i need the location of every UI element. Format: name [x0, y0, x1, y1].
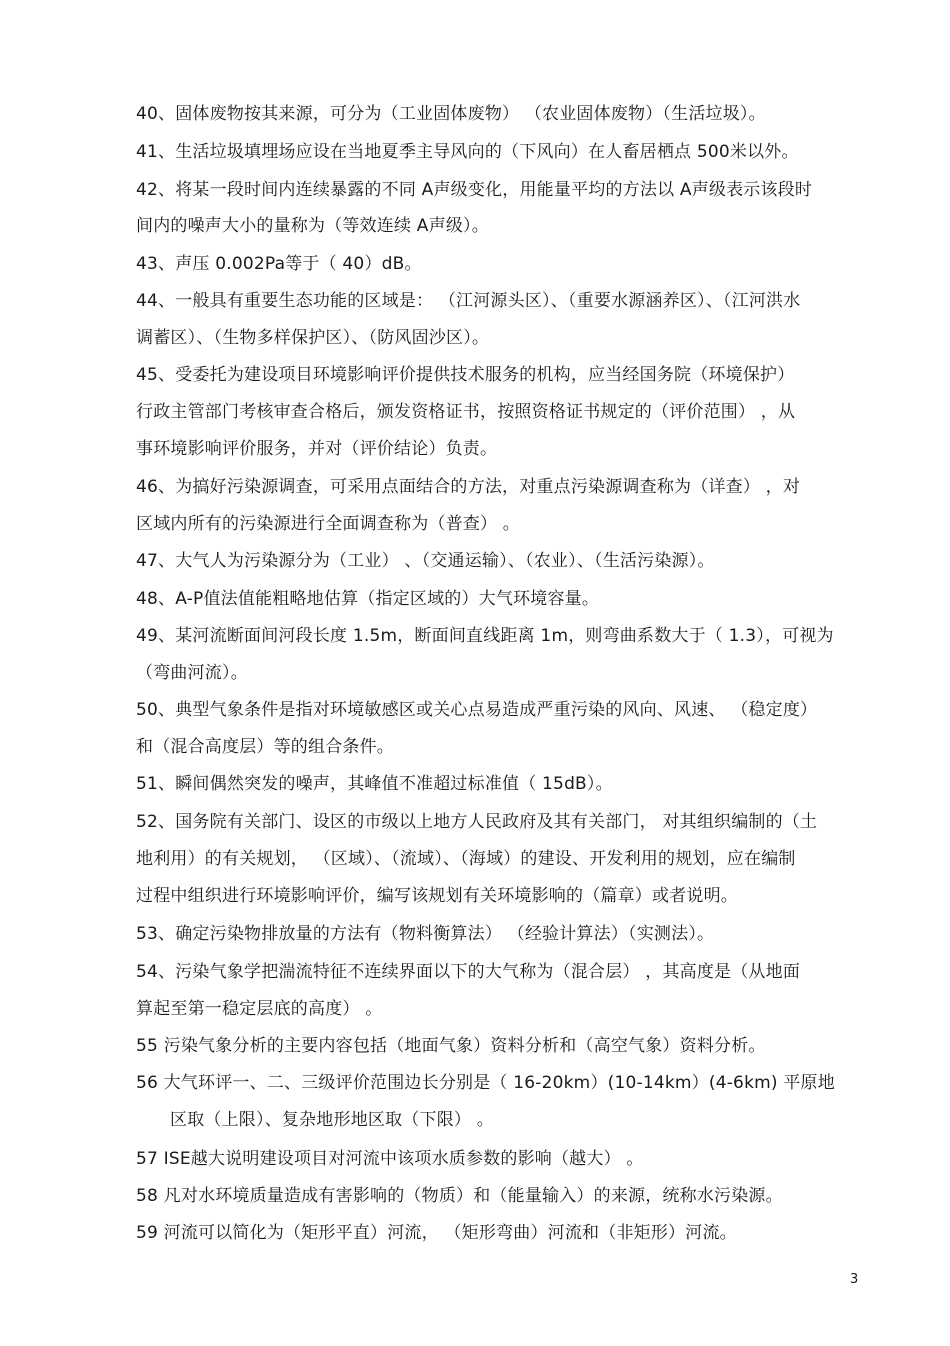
text-line: 59 河流可以简化为（矩形平直）河流， （矩形弯曲）河流和（非矩形）河流。: [136, 1223, 737, 1243]
text-line: 48、A-P值法值能粗略地估算（指定区域的）大气环境容量。: [136, 589, 600, 609]
text-line: 区取（上限）、复杂地形地区取（下限） 。: [170, 1110, 494, 1130]
text-line: 51、瞬间偶然突发的噪声，其峰值不准超过标准值（ 15dB）。: [136, 774, 613, 794]
text-line: 52、国务院有关部门、设区的市级以上地方人民政府及其有关部门， 对其组织编制的（土: [136, 812, 818, 832]
text-line: 53、确定污染物排放量的方法有（物料衡算法） （经验计算法）（实测法）。: [136, 924, 715, 944]
text-line: 54、污染气象学把湍流特征不连续界面以下的大气称为（混合层） ，其高度是（从地面: [136, 962, 801, 982]
text-line: 间内的噪声大小的量称为（等效连续 A声级）。: [136, 216, 489, 236]
text-line: 和（混合高度层）等的组合条件。: [136, 737, 394, 757]
text-line: 56 大气环评一、二、三级评价范围边长分别是（ 16-20km）(10-14km）(4-6km) 平原地: [136, 1073, 835, 1093]
text-line: 算起至第一稳定层底的高度） 。: [136, 999, 383, 1019]
text-line: 事环境影响评价服务，并对（评价结论）负责。: [136, 439, 498, 459]
text-line: 42、将某一段时间内连续暴露的不同 A声级变化，用能量平均的方法以 A声级表示该段时: [136, 180, 813, 200]
text-line: 行政主管部门考核审查合格后，颁发资格证书，按照资格证书规定的（评价范围） ，从: [136, 402, 796, 422]
text-line: 调蓄区）、（生物多样保护区）、（防风固沙区）。: [136, 328, 490, 348]
text-line: 40、固体废物按其来源，可分为（工业固体废物） （农业固体废物）（生活垃圾）。: [136, 104, 766, 124]
text-line: 地利用）的有关规划， （区域）、（流域）、（海域）的建设、开发利用的规划，应在编制: [136, 849, 796, 869]
text-line: 55 污染气象分析的主要内容包括（地面气象）资料分析和（高空气象）资料分析。: [136, 1036, 766, 1056]
text-line: 47、大气人为污染源分为（工业） 、（交通运输）、（农业）、（生活污染源）。: [136, 551, 715, 571]
text-line: 过程中组织进行环境影响评价，编写该规划有关环境影响的（篇章）或者说明。: [136, 886, 738, 906]
text-line: 44、一般具有重要生态功能的区域是： （江河源头区）、（重要水源涵养区）、（江河洪水: [136, 291, 801, 311]
text-line: 57 ISE越大说明建设项目对河流中该项水质参数的影响（越大） 。: [136, 1149, 644, 1169]
text-line: 45、受委托为建设项目环境影响评价提供技术服务的机构，应当经国务院（环境保护）: [136, 365, 795, 385]
text-line: 49、某河流断面间河段长度 1.5m，断面间直线距离 1m，则弯曲系数大于（ 1.3），可视为: [136, 626, 834, 646]
text-line: 50、典型气象条件是指对环境敏感区或关心点易造成严重污染的风向、风速、 （稳定度）: [136, 700, 818, 720]
text-line: 41、生活垃圾填埋场应设在当地夏季主导风向的（下风向）在人畜居栖点 500米以外。: [136, 142, 799, 162]
page-number: 3: [850, 1272, 859, 1287]
text-line: 58 凡对水环境质量造成有害影响的（物质）和（能量输入）的来源，统称水污染源。: [136, 1186, 783, 1206]
text-line: 43、声压 0.002Pa等于（ 40）dB。: [136, 254, 422, 274]
text-line: （弯曲河流）。: [136, 663, 248, 683]
text-line: 46、为搞好污染源调查，可采用点面结合的方法，对重点污染源调查称为（详查） ，对: [136, 477, 801, 497]
text-line: 区域内所有的污染源进行全面调查称为（普查） 。: [136, 514, 521, 534]
